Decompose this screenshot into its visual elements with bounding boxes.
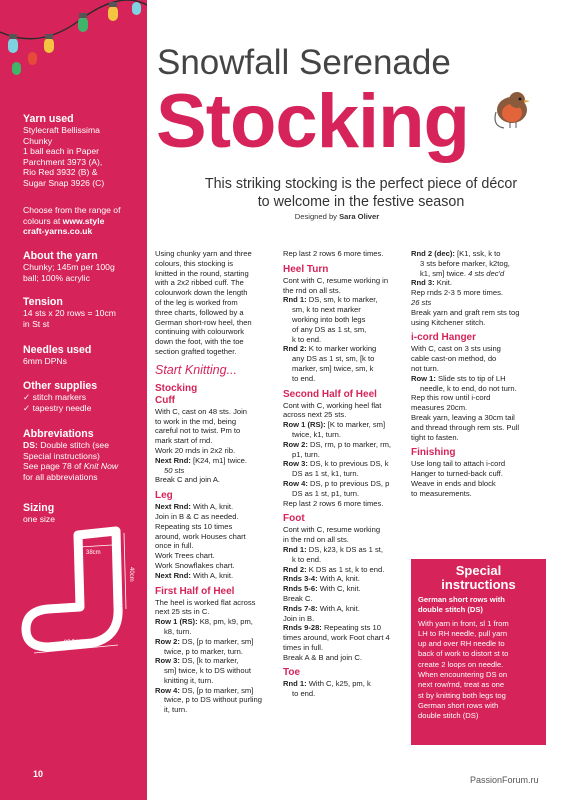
pattern-column-1	[155, 249, 280, 715]
cuff-line: With C, cast on 48 sts. Join	[155, 406, 248, 416]
special-line: German short rows with	[418, 700, 499, 710]
finishing-heading: Finishing	[411, 447, 456, 459]
instruction-label: Rnd 2 (dec):	[411, 249, 455, 258]
about-yarn-line: ball; 100% acrylic	[23, 272, 90, 283]
instruction-text: using Kitchener stitch.	[411, 317, 486, 327]
bulb-icon	[108, 2, 118, 21]
instruction-text: twice, k1, turn.	[292, 429, 341, 439]
standfirst-line: to welcome in the festive season	[257, 194, 465, 210]
colours-text: colours at	[23, 215, 61, 226]
intro-line: German short-row heel, then	[155, 317, 252, 327]
special-heading	[411, 564, 546, 592]
instruction-text: Repeating sts 10	[323, 623, 381, 633]
page-title-big: Stocking	[156, 79, 469, 164]
heel-line: next 25 sts in C.	[155, 607, 210, 617]
instruction-text: Break C.	[283, 593, 313, 603]
instruction-label: Rnd 2:	[283, 344, 307, 354]
instruction-label: Rnds 9-28:	[283, 623, 322, 633]
stitch-count: 50 sts	[164, 465, 185, 475]
pattern-column-3	[411, 249, 551, 499]
yarn-used-line: Rio Red 3932 (B) &	[23, 167, 98, 178]
instruction-text: cable cast-on method, do	[411, 354, 497, 364]
instruction-text: With A, knit.	[192, 502, 234, 512]
needles-line: 6mm DPNs	[23, 356, 67, 366]
instruction-text: [K to marker, sm]	[327, 420, 386, 430]
instruction-label: Row 4:	[283, 478, 308, 488]
other-supplies-heading: Other supplies	[23, 380, 98, 392]
instruction-label: Rnd 3:	[411, 278, 435, 288]
sock-length-label: 40cm	[128, 567, 134, 582]
special-heading-line: Special	[455, 563, 502, 578]
cuff-line: to work in the rnd, being	[155, 416, 237, 426]
instruction-text: k1, sm] twice.	[420, 268, 466, 278]
abbreviations-section	[23, 428, 141, 482]
instruction-label: Rnds 3-4:	[283, 574, 318, 584]
cuff-line: mark start of rnd.	[155, 436, 213, 446]
instruction-label: Row 1 (RS):	[155, 617, 198, 627]
instruction-text: With A, knit.	[319, 603, 360, 613]
instruction-text: Rep last 2 rows 6 more times.	[283, 498, 384, 508]
tension-heading: Tension	[23, 296, 63, 308]
instruction-text: With C, cast on 3 sts using	[411, 344, 501, 354]
special-body	[418, 595, 542, 722]
instruction-label: Row 3:	[155, 656, 180, 666]
instruction-text: Rep rnds 2-3 5 more times.	[411, 288, 504, 298]
instruction-text: With A, knit.	[192, 570, 234, 580]
instruction-text: of any DS as 1 st, sm,	[292, 324, 367, 334]
icord-hanger-heading: i-cord Hanger	[411, 332, 477, 344]
page-title-small: Snowfall Serenade	[157, 43, 451, 82]
instruction-label: Rnds 5-6:	[283, 584, 318, 594]
sock-width-label: 38cm	[86, 550, 101, 556]
special-line: next row/rnd, treat as one	[418, 680, 505, 690]
leg-line: Repeating sts 10 times	[155, 521, 233, 531]
special-line: st by knitting both legs tog	[418, 690, 506, 700]
colours-text: Choose from the range of	[23, 205, 121, 215]
instruction-text: DS as 1 st, k1, turn.	[292, 469, 359, 479]
instruction-label: Row 2:	[283, 439, 308, 449]
instruction-text: times in full.	[283, 642, 324, 652]
special-line: up and over RH needle to	[418, 639, 505, 649]
instruction-text: DS as 1 st, p1, turn.	[292, 488, 360, 498]
leg-line: Work Snowflakes chart.	[155, 560, 235, 570]
yarn-used-line: Parchment 3973 (A),	[23, 156, 103, 167]
instruction-text: DS, [p to marker, sm]	[182, 685, 254, 695]
instruction-text: Join in B.	[283, 613, 315, 623]
designed-by-label: Designed by	[294, 212, 337, 221]
yarn-used-heading: Yarn used	[23, 113, 74, 125]
instruction-text: With C, k25, pm, k	[308, 679, 371, 689]
designer-credit	[157, 212, 517, 221]
robin-icon	[490, 82, 532, 130]
stitch-count: 26 sts	[411, 297, 432, 307]
instruction-text: any DS as 1 st, sm, [k to	[292, 354, 375, 364]
bulb-icon	[132, 2, 141, 15]
about-yarn-section	[23, 250, 141, 283]
instruction-text: marker, sm] twice, sm, k	[292, 363, 374, 373]
instruction-text: sm] twice, k to DS without	[164, 666, 251, 676]
instruction-text: K DS as 1 st, k to end.	[308, 564, 385, 574]
abbr-line: See page 78 of	[23, 461, 82, 472]
colours-link[interactable]: www.style	[62, 215, 105, 226]
colours-link[interactable]: craft-yarns.co.uk	[23, 226, 93, 237]
heel-turn-heading: Heel Turn	[283, 263, 329, 275]
special-instructions-box	[411, 559, 546, 745]
cuff-heading: Cuff	[155, 394, 175, 406]
instruction-label: Next Rnd:	[155, 455, 191, 465]
intro-line: with a 2x2 ribbed cuff. The	[155, 278, 244, 288]
designer-name: Sara Oliver	[339, 212, 380, 221]
instruction-text: Rep last 2 rows 6 more times.	[283, 249, 384, 258]
leg-line: Work Trees chart.	[155, 551, 215, 561]
cuff-line: Break C and join A.	[155, 475, 221, 485]
instruction-label: Rnds 7-8:	[283, 603, 318, 613]
yarn-used-line: Chunky	[23, 135, 53, 146]
special-subheading: German short rows with	[418, 595, 505, 604]
tension-line: in St st	[23, 318, 50, 329]
bulb-icon	[44, 34, 54, 53]
supply-item: ✓ tapestry needle	[23, 402, 92, 413]
instruction-label: Next Rnd:	[155, 502, 191, 512]
foot-heading: Foot	[283, 513, 305, 525]
instruction-text: Use long tail to attach i-cord	[411, 459, 506, 469]
instruction-text: Break yarn, leaving a 30cm tail	[411, 412, 515, 422]
instruction-text: DS, k to previous DS, k	[310, 459, 389, 469]
instruction-text: the rnd on all sts.	[283, 285, 341, 295]
instruction-text: k8, turn.	[164, 626, 192, 636]
bulb-icon	[12, 62, 21, 75]
instruction-text: K to marker working	[308, 344, 377, 354]
abbr-ds-text: Double stitch (see	[40, 440, 109, 450]
tension-line: 14 sts x 20 rows = 10cm	[23, 308, 116, 318]
sock-diagram-icon	[20, 525, 142, 655]
needles-heading: Needles used	[23, 344, 92, 356]
sizing-line: one size	[23, 514, 56, 524]
sock-foot-label: 29.5cm	[63, 638, 84, 646]
first-half-heel-heading: First Half of Heel	[155, 585, 235, 597]
instruction-text: K8, pm, k9, pm,	[199, 617, 253, 627]
instruction-text: and thread through rem sts. Pull	[411, 422, 520, 432]
instruction-label: Row 2:	[155, 636, 180, 646]
leg-line: Join in B & C as needed.	[155, 511, 239, 521]
instruction-label: Row 4:	[155, 685, 180, 695]
instruction-text: times around, work Foot chart 4	[283, 633, 390, 643]
instruction-text: 3 sts before marker, k2tog,	[420, 258, 510, 268]
instruction-text: sm, k to next marker	[292, 305, 361, 315]
special-line: With yarn in front, sl 1 from	[418, 618, 509, 628]
instruction-text: DS, k23, k DS as 1 st,	[308, 544, 384, 554]
instruction-label: Rnd 1:	[283, 295, 307, 305]
leg-line: once in full.	[155, 541, 194, 551]
about-yarn-line: Chunky; 145m per 100g	[23, 262, 115, 272]
intro-line: knitted in the round, starting	[155, 268, 249, 278]
special-line: create 2 loops on needle.	[418, 659, 504, 669]
instruction-text: Knit.	[436, 278, 452, 288]
instruction-text: Cont with C, resume working	[283, 525, 381, 535]
heel-line: The heel is worked flat across	[155, 597, 256, 607]
cuff-line: Work 20 rnds in 2x2 rib.	[155, 445, 236, 455]
instruction-label: Row 3:	[283, 459, 308, 469]
instruction-text: [K24, m1] twice.	[192, 455, 248, 465]
colours-section	[23, 205, 141, 237]
instruction-text: twice, p to DS without purling	[164, 695, 262, 705]
instruction-text: [K1, ssk, k to	[457, 249, 501, 258]
instruction-text: Rep this row until i-cord	[411, 393, 491, 403]
standfirst	[175, 175, 547, 211]
yarn-used-section	[23, 113, 141, 189]
instruction-text: Hanger to turned-back cuff.	[411, 469, 503, 479]
instruction-text: k to end.	[292, 334, 322, 344]
instruction-text: across next 25 sts.	[283, 410, 347, 420]
instruction-text: p1, turn.	[292, 449, 320, 459]
leg-heading: Leg	[155, 490, 173, 502]
instruction-label: Rnd 1:	[283, 544, 307, 554]
instruction-label: Row 1 (RS):	[283, 420, 326, 430]
stocking-heading: Stocking	[155, 382, 198, 394]
stitch-count: 4 sts dec'd	[468, 268, 505, 278]
instruction-text: measures 20cm.	[411, 403, 468, 413]
special-line: double stitch (DS)	[418, 711, 479, 721]
cuff-line: careful not to twist. Pm to	[155, 426, 241, 436]
instruction-text: to measurements.	[411, 488, 472, 498]
leg-line: around, work Houses chart	[155, 531, 246, 541]
watermark: PassionForum.ru	[470, 775, 539, 785]
instruction-text: Cont with C, resume working in	[283, 275, 389, 285]
tension-section	[23, 296, 141, 329]
instruction-text: in the rnd on all sts.	[283, 535, 349, 545]
standfirst-line: This striking stocking is the perfect piece of décor	[204, 176, 518, 192]
bulb-icon	[28, 52, 37, 65]
special-line: back of work to distort st to	[418, 649, 509, 659]
start-knitting-heading: Start Knitting...	[155, 362, 237, 377]
other-supplies-section	[23, 380, 141, 413]
intro-line: three charts, followed by a	[155, 307, 244, 317]
instruction-text: With C, knit.	[319, 584, 361, 594]
supply-item: ✓ stitch markers	[23, 392, 87, 402]
instruction-text: Break A & B and join C.	[283, 652, 362, 662]
yarn-used-line: 1 ball each in Paper	[23, 146, 99, 157]
instruction-text: DS, rm, p to marker, rm,	[310, 439, 392, 449]
instruction-label: Row 1:	[411, 373, 436, 383]
instruction-text: knitting it, turn.	[164, 675, 214, 685]
page-number: 10	[33, 769, 44, 779]
magazine-name: Knit Now	[83, 461, 119, 472]
special-subheading: double stitch (DS)	[418, 605, 483, 615]
intro-line: down the foot, with the toe	[155, 337, 244, 347]
special-heading-line: instructions	[441, 577, 516, 592]
abbr-line: for all abbreviations	[23, 471, 98, 482]
intro-line: colourwork down the length	[155, 288, 248, 298]
instruction-text: With A, knit.	[319, 574, 360, 584]
pattern-column-2	[283, 249, 407, 699]
instruction-text: k to end.	[292, 554, 322, 564]
instruction-text: it, turn.	[164, 705, 188, 715]
yarn-used-line: Sugar Snap 3926 (C)	[23, 177, 105, 188]
bulb-icon	[8, 34, 18, 53]
christmas-lights-decoration	[0, 0, 147, 90]
instruction-text: not turn.	[411, 363, 439, 373]
intro-line: of the leg is worked from	[155, 297, 238, 307]
abbr-line: Special instructions)	[23, 450, 100, 461]
sidebar	[0, 0, 147, 800]
special-line: When encountering DS on	[418, 670, 508, 680]
abbreviations-heading: Abbreviations	[23, 428, 94, 440]
instruction-text: DS, [k to marker,	[182, 656, 239, 666]
about-yarn-heading: About the yarn	[23, 250, 98, 262]
sizing-section	[23, 502, 141, 525]
instruction-text: working into both legs	[292, 314, 366, 324]
needles-section	[23, 344, 141, 367]
instruction-text: tight to fasten.	[411, 432, 459, 442]
instruction-label: Rnd 2:	[283, 564, 307, 574]
instruction-text: to end.	[292, 689, 316, 699]
toe-heading: Toe	[283, 667, 301, 679]
instruction-label: Next Rnd:	[155, 570, 191, 580]
instruction-text: needle, k to end, do not turn.	[420, 383, 517, 393]
instruction-text: DS, p to previous DS, p	[310, 478, 390, 488]
instruction-text: Weave in ends and block	[411, 478, 496, 488]
instruction-label: Rnd 1:	[283, 679, 307, 689]
intro-line: section grafted together.	[155, 346, 237, 356]
instruction-text: DS, sm, k to marker,	[308, 295, 378, 305]
instruction-text: Break yarn and graft rem sts tog	[411, 307, 520, 317]
instruction-text: twice, p to marker, turn.	[164, 646, 243, 656]
instruction-text: DS, [p to marker, sm]	[182, 636, 254, 646]
yarn-used-line: Stylecraft Bellissima	[23, 125, 100, 135]
second-half-heel-heading: Second Half of Heel	[283, 388, 377, 400]
instruction-text: Cont with C, working heel flat	[283, 400, 382, 410]
special-line: LH to RH needle, pull yarn	[418, 628, 508, 638]
bulb-icon	[78, 13, 88, 32]
intro-line: colours, this stocking is	[155, 258, 234, 268]
intro-line: Using chunky yarn and three	[155, 249, 252, 258]
instruction-text: to end.	[292, 373, 316, 383]
intro-line: continuing with colourwork	[155, 327, 245, 337]
sizing-heading: Sizing	[23, 502, 55, 514]
abbr-ds-label: DS:	[23, 440, 38, 450]
instruction-text: Slide sts to tip of LH	[438, 373, 506, 383]
